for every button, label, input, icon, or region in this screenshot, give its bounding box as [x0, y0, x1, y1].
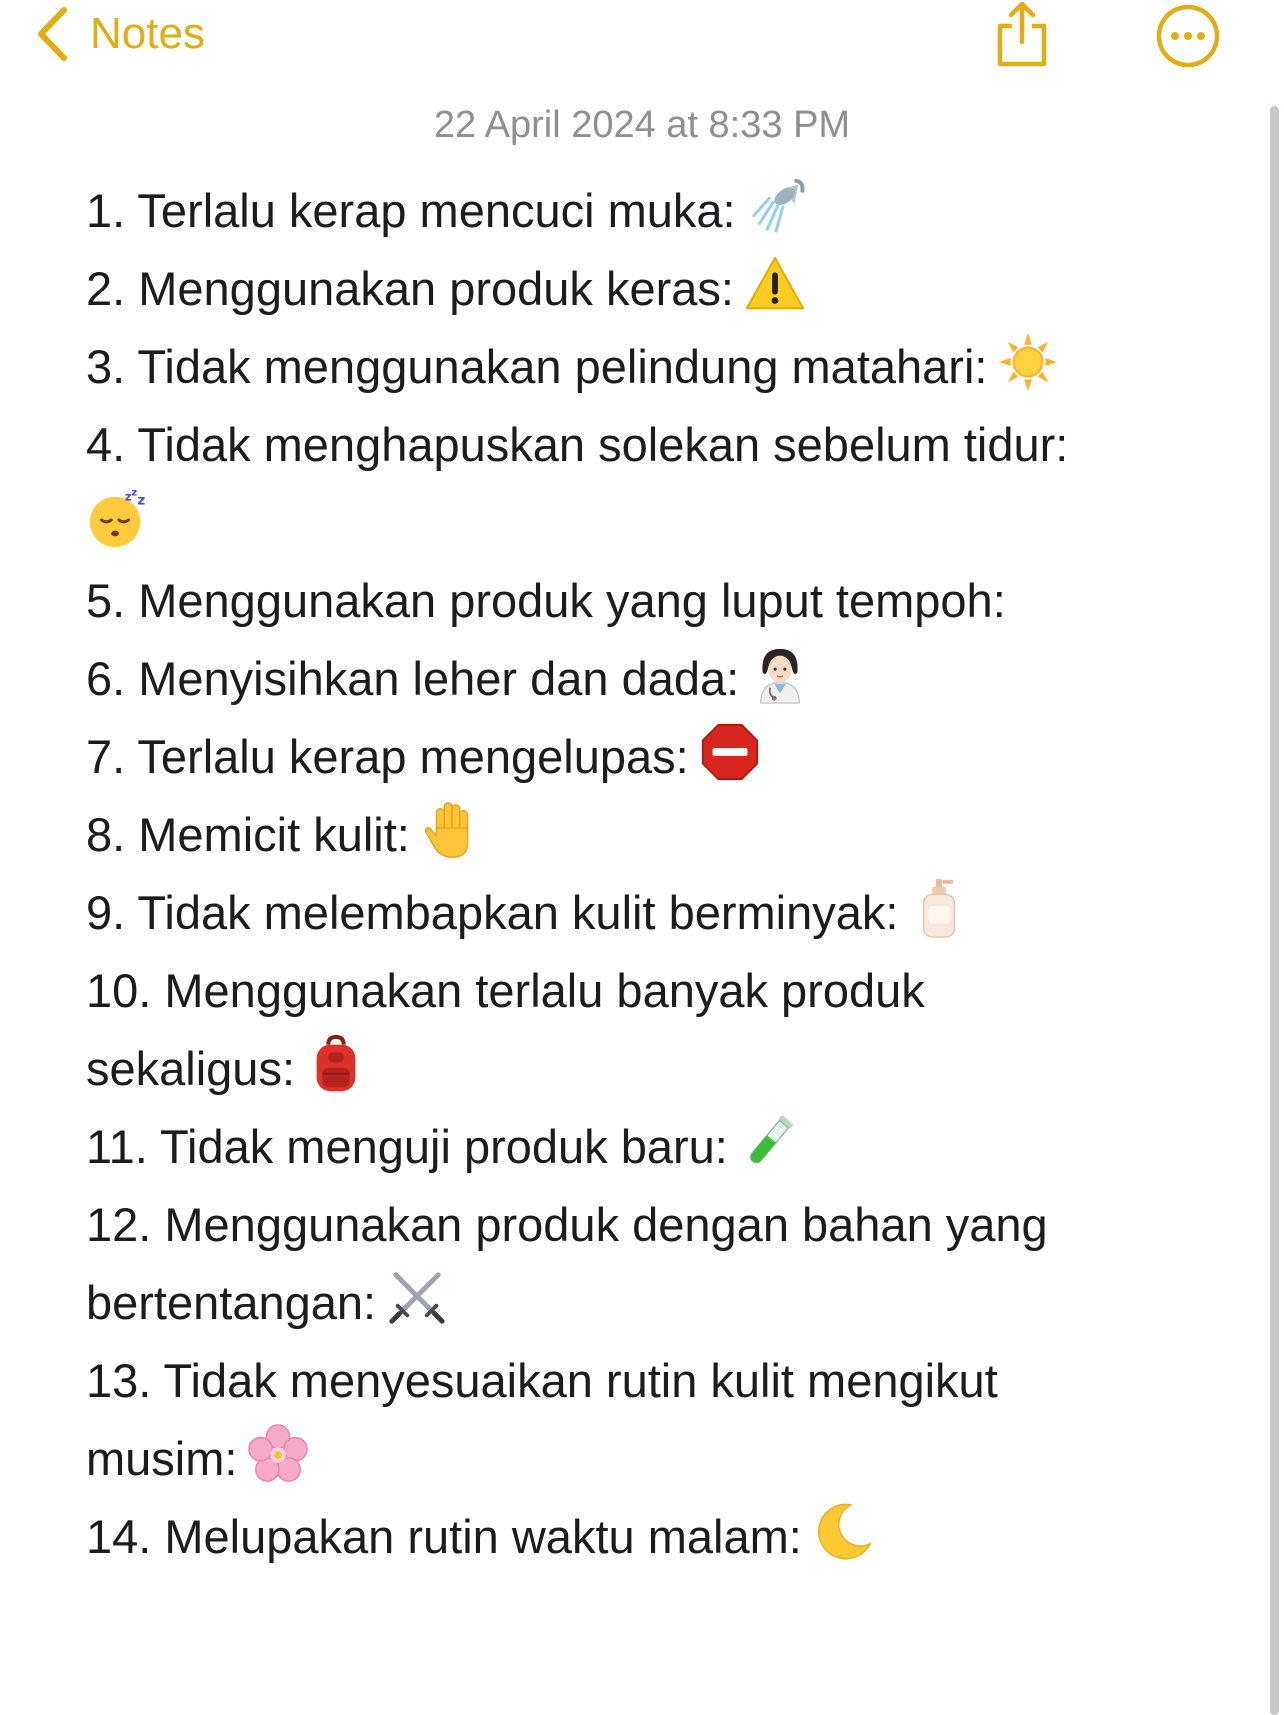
note-line [86, 172, 1196, 250]
stop-sign-icon [699, 721, 761, 783]
note-line-text: 5. Menggunakan produk yang luput tempoh: [86, 574, 1006, 627]
note-line-text: bertentangan: [86, 1276, 377, 1329]
woman-health-worker-icon [749, 643, 811, 705]
warning-icon [744, 253, 806, 315]
navigation-bar [0, 0, 1284, 80]
note-line-text: 12. Menggunakan produk dengan bahan yang [86, 1198, 1048, 1251]
svg-text:z: z [124, 489, 132, 504]
note-line-text: 3. Tidak menggunakan pelindung matahari: [86, 340, 988, 393]
svg-text:z: z [137, 492, 146, 509]
note-line [86, 640, 1196, 718]
sun-icon [997, 331, 1059, 393]
note-line [86, 484, 1196, 562]
note-line-text: 1. Terlalu kerap mencuci muka: [86, 184, 736, 237]
share-button[interactable] [992, 0, 1052, 68]
ellipsis-circle-icon [1154, 2, 1222, 70]
chevron-left-icon [36, 6, 68, 62]
sleeping-face-icon [86, 487, 148, 549]
note-line [86, 250, 1196, 328]
note-line-text: 9. Tidak melembapkan kulit berminyak: [86, 886, 899, 939]
note-line-text: 11. Tidak menguji produk baru: [86, 1120, 728, 1173]
note-line [86, 562, 1196, 640]
note-line [86, 1264, 1196, 1342]
note-line [86, 1108, 1196, 1186]
crescent-moon-icon [812, 1501, 874, 1563]
note-line-text: 2. Menggunakan produk keras: [86, 262, 734, 315]
note-line [86, 1186, 1196, 1264]
note-line [86, 406, 1196, 484]
back-button-label: Notes [90, 9, 205, 58]
note-body[interactable] [86, 172, 1196, 1576]
note-line [86, 328, 1196, 406]
cherry-blossom-icon [247, 1423, 309, 1485]
note-line-text: 4. Tidak menghapuskan solekan sebelum tidur: [86, 418, 1069, 471]
share-icon [992, 0, 1052, 68]
note-timestamp: 22 April 2024 at 8:33 PM [433, 104, 851, 146]
note-line [86, 1342, 1196, 1420]
note-line [86, 796, 1196, 874]
note-line [86, 952, 1196, 1030]
note-line-text: sekaligus: [86, 1042, 295, 1095]
more-button[interactable] [1154, 2, 1222, 70]
note-line [86, 718, 1196, 796]
crossed-swords-icon [386, 1267, 448, 1329]
backpack-icon [305, 1033, 367, 1095]
lotion-bottle-icon [908, 877, 970, 939]
note-line-text: 6. Menyisihkan leher dan dada: [86, 652, 740, 705]
note-line-text: 14. Melupakan rutin waktu malam: [86, 1510, 802, 1563]
note-line-text: 7. Terlalu kerap mengelupas: [86, 730, 689, 783]
svg-text:z: z [131, 487, 138, 499]
note-line-text: 8. Memicit kulit: [86, 808, 410, 861]
back-button[interactable] [36, 4, 205, 64]
raised-hand-icon [420, 799, 482, 861]
shower-icon [746, 175, 808, 237]
scrollbar[interactable] [1270, 106, 1279, 1715]
note-line [86, 1498, 1196, 1576]
test-tube-icon [738, 1111, 800, 1173]
note-line-text: 13. Tidak menyesuaikan rutin kulit mengikut [86, 1354, 998, 1407]
note-line [86, 1420, 1196, 1498]
note-line-text: musim: [86, 1432, 238, 1485]
note-line [86, 874, 1196, 952]
note-line [86, 1030, 1196, 1108]
note-line-text: 10. Menggunakan terlalu banyak produk [86, 964, 925, 1017]
